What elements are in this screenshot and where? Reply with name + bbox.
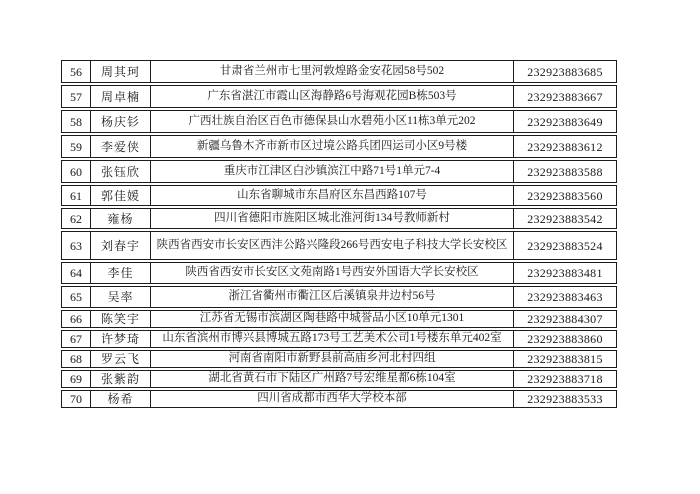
person-name-cell: 周卓楠	[90, 86, 150, 107]
address-cell: 广东省湛江市霞山区海静路6号海观花园B栋503号	[150, 86, 513, 107]
row-index-cell: 57	[70, 89, 82, 104]
address-cell: 四川省德阳市旌阳区城北淮河街134号教师新村	[150, 209, 513, 228]
table-row	[61, 185, 617, 206]
address-cell: 甘肃省兰州市七里河敦煌路金安花园58号502	[150, 61, 513, 82]
address-cell: 新疆乌鲁木齐市新市区过境公路兵团四运司小区9号楼	[150, 136, 513, 157]
table-row	[61, 262, 617, 284]
table-row	[61, 350, 617, 368]
address-cell: 广西壮族自治区百色市德保县山水碧苑小区11栋3单元202	[150, 111, 513, 132]
contact-number-cell: 232923883718	[513, 371, 616, 387]
person-name-cell: 杨希	[90, 391, 150, 407]
person-name-cell: 罗云飞	[90, 351, 150, 367]
address-cell: 陕西省西安市长安区文苑南路1号西安外国语大学长安校区	[150, 263, 513, 283]
contact-number-cell: 232923883463	[513, 287, 616, 307]
address-cell: 陕西省西安市长安区西沣公路兴隆段266号西安电子科技大学长安校区	[150, 232, 513, 259]
contact-number-cell: 232923883588	[513, 161, 616, 182]
address-cell: 重庆市江津区白沙镇滨江中路71号1单元7-4	[150, 161, 513, 182]
table-row	[61, 60, 617, 83]
table-row	[61, 310, 617, 328]
contact-number-cell: 232923883667	[513, 86, 616, 107]
person-name-cell: 许梦琦	[90, 331, 150, 347]
contact-number-cell: 232923883649	[513, 111, 616, 132]
person-name-cell: 杨庆钐	[90, 111, 150, 132]
table-row	[61, 160, 617, 183]
address-cell: 湖北省黄石市下陆区广州路7号宏维星都6栋104室	[150, 371, 513, 387]
table-row	[61, 370, 617, 388]
person-name-cell: 周其珂	[90, 61, 150, 82]
contact-number-cell: 232923883612	[513, 136, 616, 157]
person-name-cell: 郭佳媛	[90, 186, 150, 205]
contact-number-cell: 232923883542	[513, 209, 616, 228]
row-index-cell: 67	[70, 332, 82, 346]
table-row	[61, 85, 617, 108]
table-row	[61, 330, 617, 348]
row-index-cell: 62	[70, 211, 82, 226]
address-cell: 河南省南阳市新野县前高庙乡河北村四组	[150, 351, 513, 367]
address-cell: 浙江省衢州市衢江区后溪镇泉井边村56号	[150, 287, 513, 307]
person-name-cell: 刘春宇	[90, 232, 150, 259]
address-cell: 江苏省无锡市滨湖区陶巷路中城誉品小区10单元1301	[150, 311, 513, 327]
contact-number-cell: 232923884307	[513, 311, 616, 327]
row-index-cell: 61	[70, 188, 82, 203]
contact-number-cell: 232923883860	[513, 331, 616, 347]
table-row	[61, 208, 617, 229]
row-index-cell: 69	[70, 372, 82, 386]
contact-number-cell: 232923883560	[513, 186, 616, 205]
person-name-cell: 雍杨	[90, 209, 150, 228]
address-cell: 山东省聊城市东昌府区东昌西路107号	[150, 186, 513, 205]
row-index-cell: 64	[70, 266, 82, 280]
person-name-cell: 张紫韵	[90, 371, 150, 387]
contact-number-cell: 232923883481	[513, 263, 616, 283]
table-row	[61, 135, 617, 158]
contact-number-cell: 232923883685	[513, 61, 616, 82]
table-row	[61, 286, 617, 308]
row-index-cell: 68	[70, 352, 82, 366]
contact-table	[61, 60, 617, 408]
person-name-cell: 张钰欣	[90, 161, 150, 182]
address-cell: 山东省滨州市博兴县博城五路173号工艺美术公司1号楼东单元402室	[150, 331, 513, 347]
contact-number-cell: 232923883533	[513, 391, 616, 407]
person-name-cell: 李佳	[90, 263, 150, 283]
row-index-cell: 59	[70, 139, 82, 154]
row-index-cell: 58	[70, 114, 82, 129]
person-name-cell: 李爱侠	[90, 136, 150, 157]
contact-number-cell: 232923883524	[513, 232, 616, 259]
person-name-cell: 陈笑宇	[90, 311, 150, 327]
table-row	[61, 110, 617, 133]
contact-number-cell: 232923883815	[513, 351, 616, 367]
row-index-cell: 63	[70, 238, 82, 253]
address-cell: 四川省成都市西华大学校本部	[150, 391, 513, 407]
row-index-cell: 65	[70, 290, 82, 304]
row-index-cell: 70	[70, 392, 82, 406]
row-index-cell: 66	[70, 312, 82, 326]
row-index-cell: 56	[70, 64, 82, 79]
row-index-cell: 60	[70, 164, 82, 179]
person-name-cell: 吴率	[90, 287, 150, 307]
table-row	[61, 231, 617, 260]
table-row	[61, 390, 617, 408]
